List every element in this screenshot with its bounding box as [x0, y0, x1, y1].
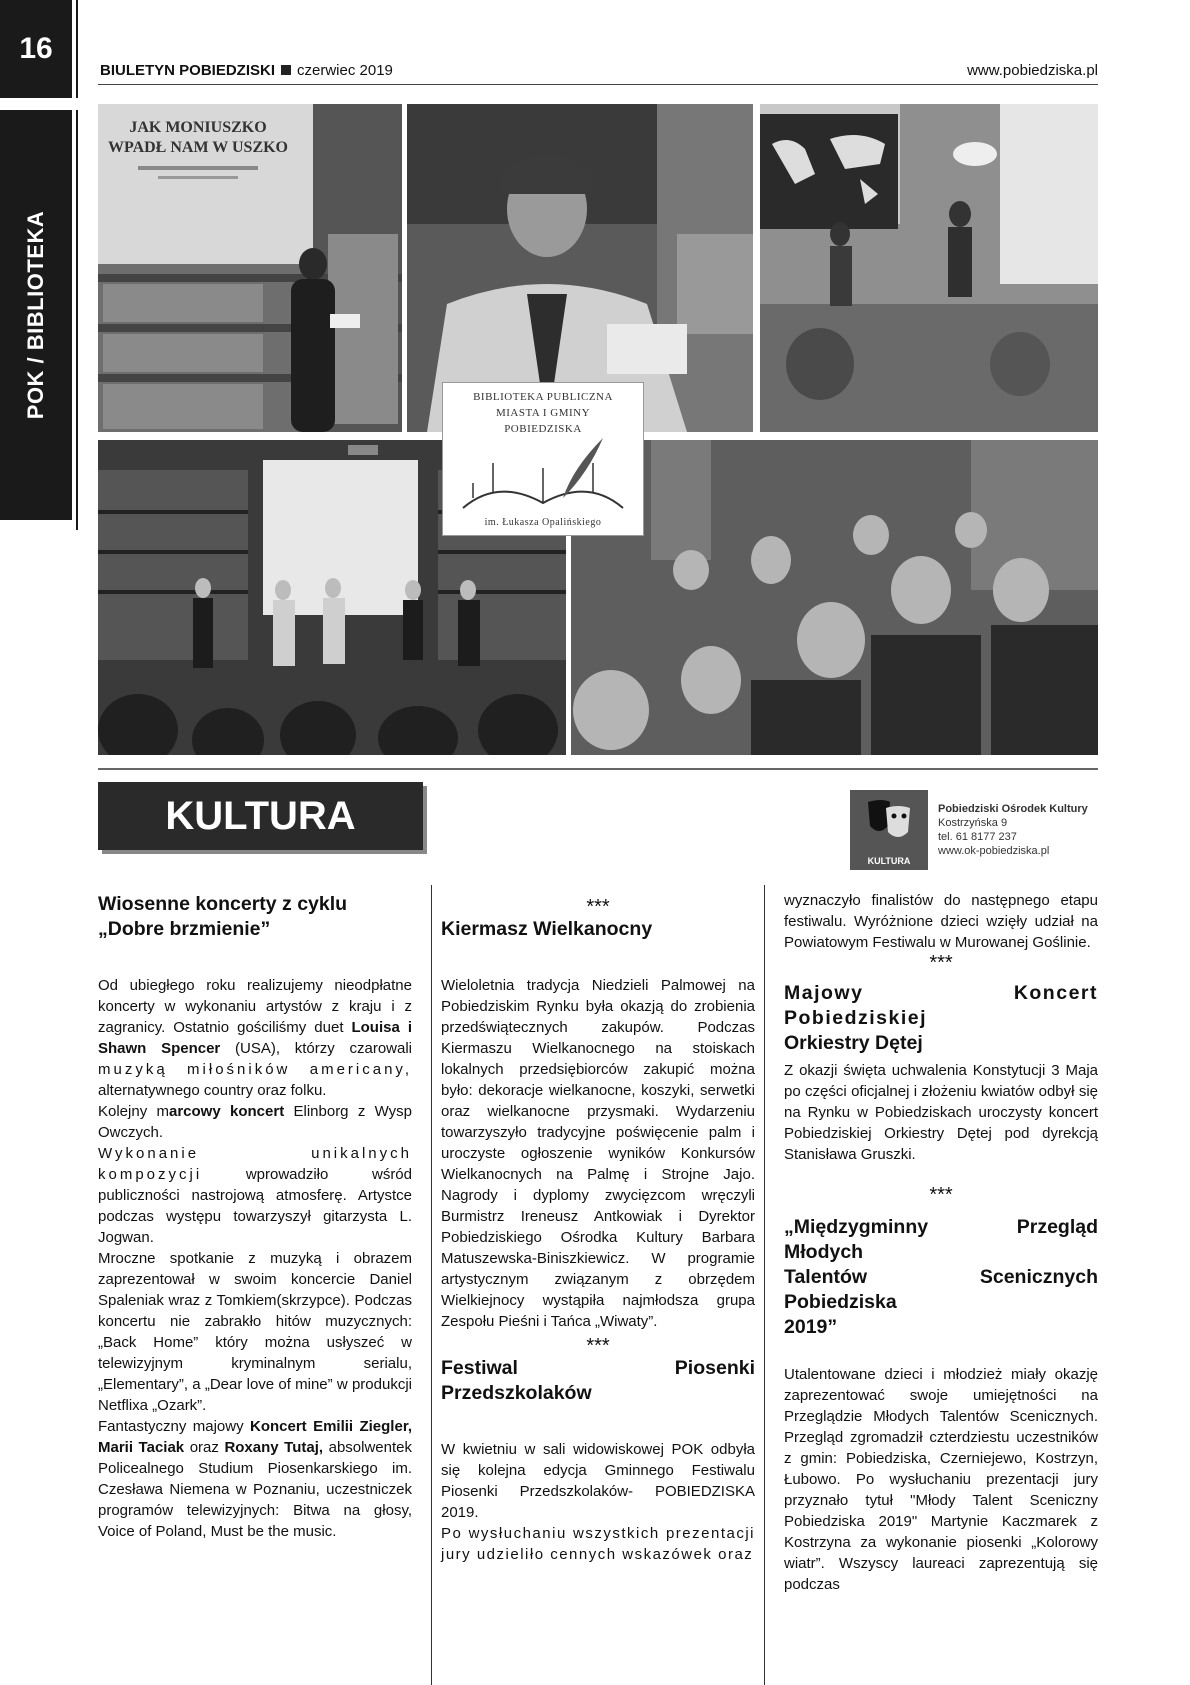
- library-logo-line2: MIASTA I GMINY: [495, 407, 591, 419]
- page-number: 16: [0, 0, 72, 98]
- library-logo: [442, 382, 644, 536]
- paragraph: Utalentowane dzieci i młodzież miały okazję zaprezentować swoje umiejętności na Przeglądzie Młodych Talentów Scenicznych. Przegląd zgromadził czterdziestu uczestników z gmin: Pobiedziska, Czerniejewo, Kostrzyn, Łubowo. Po wysłuchaniu prezentacji jury przyznało tytuł "Młody Talent Sceniczny Pobiedziska 2019" Martynie Kaczmarek z Kostrzyna za wykonanie piosenki „Kolorowy wiatr”. Wszyscy laureaci zaprezentują się podczas: [784, 1366, 1098, 1593]
- square-icon: [281, 65, 291, 75]
- paragraph: Po wysłuchaniu wszystkich prezentacji jury udzieliło cennych wskazówek oraz: [441, 1525, 755, 1563]
- pok-web: www.ok-pobiedziska.pl: [938, 845, 1050, 857]
- section-heading: KULTURA: [98, 782, 423, 850]
- article-column-1: [98, 892, 412, 1542]
- separator-stars: ***: [929, 1184, 953, 1206]
- paragraph: Wykonanie unikalnych kompozycji wprowadziło wśród publiczności nastrojową atmosferę. Artystce podczas występu towarzyszył gitarzysta L. Jogwan.: [98, 1145, 412, 1246]
- screen-text-1: JAK MONIUSZKO: [129, 119, 267, 136]
- paragraph: Wieloletnia tradycja Niedzieli Palmowej na Pobiedziskim Rynku była okazją do zrobienia przedświątecznych zakupów. Podczas Kiermaszu Wielkanocnego na stoiskach lokalnych przedsiębiorców zakupić można było: dekoracje wielkanocne, koszyki, serwetki oraz wielkanocne przysmaki. Wydarzeniu towarzyszyło tradycyjne poświęcenie palm i uroczyste ogłoszenie wyników Konkursów Wielkanocnych na Palmę i Strojne Jajo. Nagrody i dyplomy zwycięzcom wręczyli Burmistrz Ireneusz Antkowiak i Dyrektor Pobiedziskiego Ośrodka Kultury Barbara Matuszewska-Biniszkiewicz. W programie artystycznym związanym z obrzędem Wielkiejnocy wystąpiła najmłodsza grupa Zespołu Pieśni i Tańca „Wiwaty”.: [441, 977, 755, 1330]
- photo-audience: [571, 440, 1098, 755]
- pok-phone: tel. 61 8177 237: [938, 831, 1017, 843]
- header-rule: [98, 84, 1098, 85]
- pok-name: Pobiedziski Ośrodek Kultury: [938, 803, 1088, 815]
- section-tab: [0, 110, 72, 520]
- pok-logo: [850, 790, 928, 870]
- section-tab-label: POK / BIBLIOTEKA: [23, 210, 48, 420]
- paragraph: Kolejny marcowy koncert Elinborg z Wysp Owczych.: [98, 1103, 413, 1141]
- photo-presentation: [98, 104, 402, 432]
- paragraph: wyznaczyło finalistów do następnego etapu festiwalu. Wyróżnione dzieci wzięły udział na Powiatowym Festiwalu w Murowanej Goślinie.: [784, 892, 1098, 951]
- publication-name: BIULETYN POBIEDZISKI: [100, 62, 276, 79]
- separator-stars: ***: [929, 952, 953, 974]
- header-divider: [76, 0, 78, 98]
- paragraph: Od ubiegłego roku realizujemy nieodpłatne koncerty w wykonaniu artystów z kraju i z zagranicy. Ostatnio gościliśmy duet Louisa i Shawn Spencer (USA), którzy czarowali muzyką miłośników americany, alternatywnego country oraz folku.: [98, 977, 413, 1099]
- article-title: Festiwal Piosenki Przedszkolaków: [441, 1357, 755, 1404]
- article-title: Kiermasz Wielkanocny: [441, 918, 653, 940]
- side-divider: [76, 110, 78, 530]
- screen-text-2: WPADŁ NAM W USZKO: [107, 139, 289, 156]
- publication-title: [100, 62, 393, 79]
- paragraph: Fantastyczny majowy Koncert Emilii Ziegler, Marii Taciak oraz Roxany Tutaj, absolwentek Policealnego Studium Piosenkarskiego im. Czesława Niemena w Poznaniu, uczestniczek programów telewizyjnych: Bitwa na głosy, Voice of Poland, Must be the music.: [98, 1418, 412, 1540]
- article-title: Majowy Koncert Pobiedziskiej Orkiestry Dętej: [784, 982, 1098, 1054]
- book-quill-icon: [453, 438, 633, 513]
- paragraph: Mroczne spotkanie z muzyką i obrazem zaprezentował w swoim koncercie Daniel Spaleniak wraz z Tomkiem(skrzypce). Podczas koncertu nie zabrakło hitów muzycznych: „Back Home” który można usłyszeć w telewizyjnym kryminalnym serialu, „Elementary”, a „Dear love of mine” w produkcji Netflixa „Ozark”.: [98, 1250, 412, 1414]
- article-column-3: [784, 890, 1098, 1595]
- photo-world-map: [760, 104, 1098, 432]
- library-logo-line1: BIBLIOTEKA PUBLICZNA: [473, 391, 613, 403]
- column-divider: [764, 885, 765, 1685]
- pok-logo-caption: KULTURA: [867, 856, 911, 866]
- theatre-masks-icon: [864, 796, 914, 846]
- paragraph: Z okazji święta uchwalenia Konstytucji 3 Maja po części oficjalnej i złożeniu kwiatów odbył się na Rynku w Pobiedziskach uroczysty koncert Pobiedziskiej Orkiestry Dętej pod dyrekcją Stanisława Gruszki.: [784, 1062, 1098, 1163]
- article-column-2: [441, 897, 755, 1565]
- article-title: „Międzygminny Przegląd Młodych Talentów Scenicznych Pobiedziska 2019”: [784, 1216, 1098, 1338]
- column-divider: [431, 885, 432, 1685]
- separator-stars: ***: [586, 896, 610, 918]
- website-link[interactable]: www.pobiedziska.pl: [967, 62, 1098, 79]
- separator-stars: ***: [586, 1335, 610, 1357]
- section-rule: [98, 768, 1098, 770]
- pok-address: Kostrzyńska 9: [938, 817, 1008, 829]
- issue-date: czerwiec 2019: [297, 62, 393, 79]
- article-title: Wiosenne koncerty z cyklu „Dobre brzmienie”: [98, 893, 348, 940]
- library-logo-line3: POBIEDZISKA: [504, 423, 582, 435]
- pok-contact: [938, 802, 1088, 858]
- library-logo-sub: im. Łukasza Opalińskiego: [484, 517, 602, 528]
- paragraph: W kwietniu w sali widowiskowej POK odbyła się kolejna edycja Gminnego Festiwalu Piosenki Przedszkolaków- POBIEDZISKA 2019.: [441, 1441, 755, 1521]
